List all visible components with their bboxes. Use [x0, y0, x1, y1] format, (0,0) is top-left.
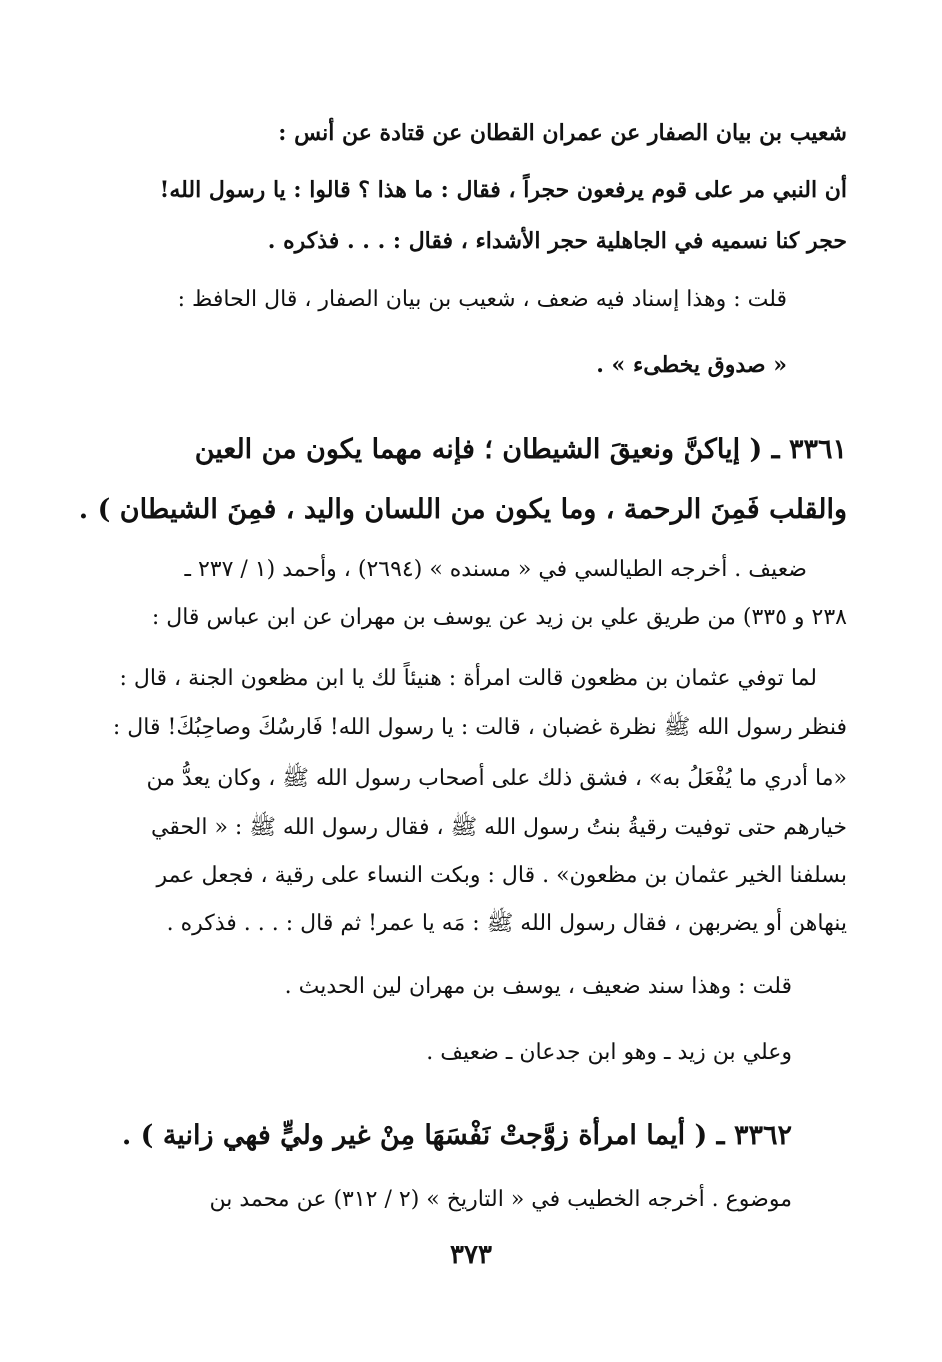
text-line: «ما أدري ما يُفْعَلُ به» ، فشق ذلك على أصحاب رسول الله ﷺ ، وكان يعدُّ من	[146, 766, 847, 791]
text-line: موضوع . أخرجه الخطيب في « التاريخ » (٢ / ٣١٢) عن محمد بن	[209, 1187, 792, 1212]
page-number: ٣٧٣	[450, 1240, 492, 1270]
text-line: ضعيف . أخرجه الطيالسي في « مسنده » (٢٦٩٤) ، وأحمد (١ / ٢٣٧ ـ	[184, 557, 807, 582]
text-line: « صدوق يخطىء » .	[596, 352, 787, 378]
text-line: قلت : وهذا إسناد فيه ضعف ، شعيب بن بيان الصفار ، قال الحافظ :	[177, 287, 787, 312]
text-line: أن النبي مر على قوم يرفعون حجراً ، فقال : ما هذا ؟ قالوا : يا رسول الله!	[159, 177, 847, 203]
text-line: ٢٣٨ و ٣٣٥) من طريق علي بن زيد عن يوسف بن مهران عن ابن عباس قال :	[151, 605, 847, 630]
text-line: حجر كنا نسميه في الجاهلية حجر الأشداء ، فقال : . . . فذكره .	[267, 228, 847, 254]
text-line: لما توفي عثمان بن مظعون قالت امرأة : هنيئاً لك يا ابن مظعون الجنة ، قال :	[119, 666, 817, 691]
text-line: خيارهم حتى توفيت رقيةُ بنتُ رسول الله ﷺ ، فقال رسول الله ﷺ : « الحقي	[150, 815, 847, 840]
text-line: بسلفنا الخير عثمان بن مظعون» . قال : وبكت النساء على رقية ، فجعل عمر	[156, 863, 847, 888]
hadith-heading: والقلب فَمِنَ الرحمة ، وما يكون من اللسان واليد ، فمِنَ الشيطان ) .	[78, 494, 847, 525]
text-line: شعيب بن بيان الصفار عن عمران القطان عن قتادة عن أنس :	[278, 120, 847, 146]
hadith-heading: ٣٣٦٢ ـ ( أيما امرأة زوَّجتْ نَفْسَهَا مِنْ غير وليٍّ فهي زانية ) .	[121, 1120, 792, 1151]
text-line: قلت : وهذا سند ضعيف ، يوسف بن مهران لين الحديث .	[284, 974, 792, 999]
text-line: وعلي بن زيد ـ وهو ابن جدعان ـ ضعيف .	[426, 1040, 792, 1065]
text-line: فنظر رسول الله ﷺ نظرة غضبان ، قالت : يا رسول الله! فَارسُكَ وصاحِبُكَ! قال :	[112, 715, 847, 740]
text-line: ينهاهن أو يضربهن ، فقال رسول الله ﷺ : مَه يا عمر! ثم قال : . . . فذكره .	[166, 911, 847, 936]
hadith-heading: ٣٣٦١ ـ ( إياكنَّ ونعيقَ الشيطان ؛ فإنه مهما يكون من العين	[194, 434, 847, 465]
